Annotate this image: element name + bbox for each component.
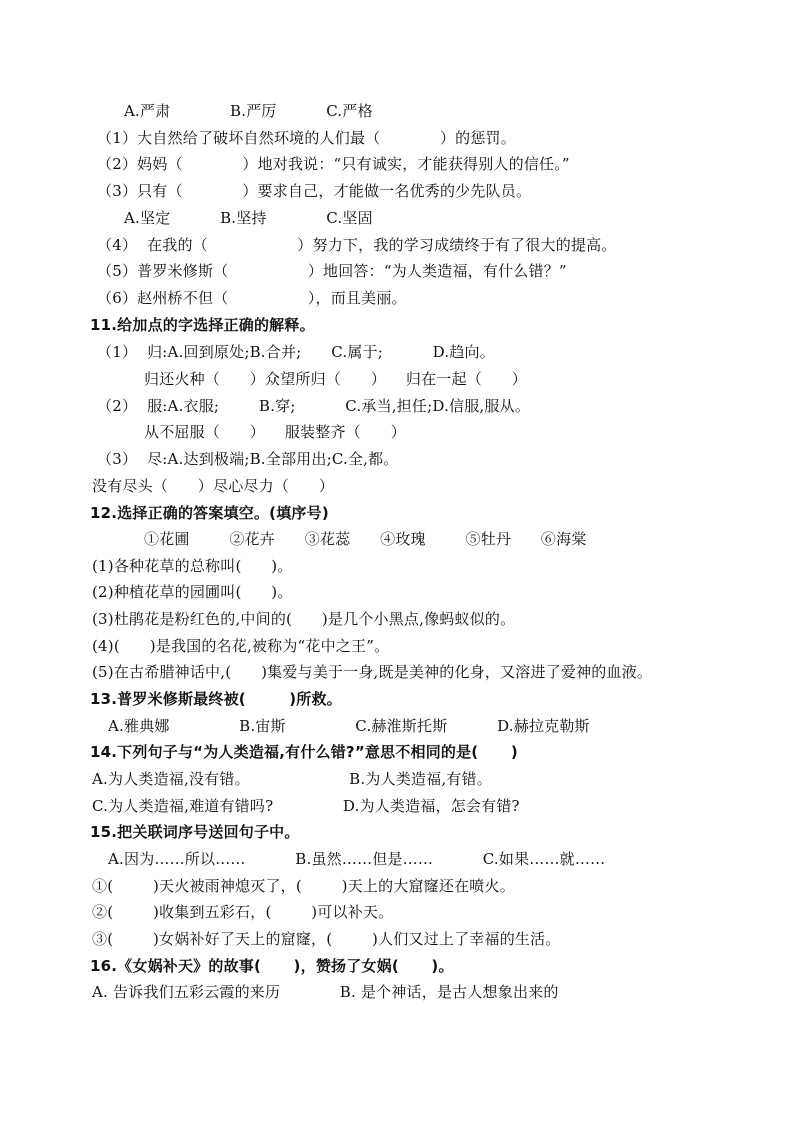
q15-sentence-1: ①( )天火被雨神熄灭了，( )天上的大窟窿还在喷火。 (92, 877, 515, 895)
q11-item-3: （3） 尽:A.达到极端;B.全部用出;C.全,都。 (97, 450, 399, 468)
q10-sentence-1: （1）大自然给了破坏自然环境的人们最（ ）的惩罚。 (97, 129, 516, 147)
q15-options: A.因为……所以…… B.虽然……但是…… C.如果……就…… (108, 850, 606, 868)
q12-sentence-2: (2)种植花草的园圃叫( )。 (92, 583, 293, 601)
q16-options: A. 告诉我们五彩云霞的来历 B. 是个神话，是古人想象出来的 (92, 983, 559, 1001)
q10-sentence-3: （3）只有（ ）要求自己，才能做一名优秀的少先队员。 (97, 182, 532, 200)
q11-item-1-blanks: 归还火种（ ）众望所归（ ） 归在一起（ ） (144, 370, 527, 388)
q10-options-1: A.严肃 B.严厉 C.严格 (124, 102, 373, 120)
q12-heading: 12.选择正确的答案填空。(填序号) (90, 504, 329, 522)
q11-heading: 11.给加点的字选择正确的解释。 (90, 316, 315, 334)
q14-options-1: A.为人类造福,没有错。 B.为人类造福,有错。 (92, 770, 492, 788)
q15-heading: 15.把关联词序号送回句子中。 (90, 823, 300, 841)
q10-sentence-4: （4） 在我的（ ）努力下，我的学习成绩终于有了很大的提高。 (97, 236, 617, 254)
q14-heading: 14.下列句子与“为人类造福,有什么错?”意思不相同的是( ) (90, 743, 518, 761)
q12-sentence-3: (3)杜鹃花是粉红色的,中间的( )是几个小黑点,像蚂蚁似的。 (92, 610, 516, 628)
q10-sentence-6: （6）赵州桥不但（ ），而且美丽。 (97, 289, 407, 307)
q16-heading: 16.《女娲补天》的故事( )，赞扬了女娲( )。 (90, 957, 454, 975)
q10-options-2: A.坚定 B.坚持 C.坚固 (124, 209, 373, 227)
q11-item-3-blanks: 没有尽头（ ）尽心尽力（ ） (92, 477, 335, 495)
q10-sentence-2: （2）妈妈（ ）地对我说：“只有诚实，才能获得别人的信任。” (97, 155, 570, 173)
q12-sentence-5: (5)在古希腊神话中,( )集爱与美于一身,既是美神的化身，又溶进了爱神的血液。 (92, 663, 653, 681)
q11-item-2: （2） 服:A.衣服; B.穿; C.承当,担任;D.信服,服从。 (97, 397, 531, 415)
q14-options-2: C.为人类造福,难道有错吗? D.为人类造福，怎会有错? (92, 797, 520, 815)
q11-item-2-blanks: 从不屈服（ ） 服装整齐（ ） (144, 423, 406, 441)
q12-options: ①花圃 ②花卉 ③花蕊 ④玫瑰 ⑤牡丹 ⑥海棠 (144, 530, 587, 548)
q11-item-1: （1） 归:A.回到原处;B.合并; C.属于; D.趋向。 (97, 343, 495, 361)
q15-sentence-3: ③( )女娲补好了天上的窟窿，( )人们又过上了幸福的生活。 (92, 930, 561, 948)
q12-sentence-1: (1)各种花草的总称叫( )。 (92, 557, 293, 575)
q10-sentence-5: （5）普罗米修斯（ ）地回答：“为人类造福，有什么错？” (97, 262, 567, 280)
q13-options: A.雅典娜 B.宙斯 C.赫淮斯托斯 D.赫拉克勒斯 (108, 717, 590, 735)
q13-heading: 13.普罗米修斯最终被( )所救。 (90, 690, 342, 708)
q15-sentence-2: ②( )收集到五彩石，( )可以补天。 (92, 903, 394, 921)
q12-sentence-4: (4)( )是我国的名花,被称为“花中之王”。 (92, 637, 390, 655)
